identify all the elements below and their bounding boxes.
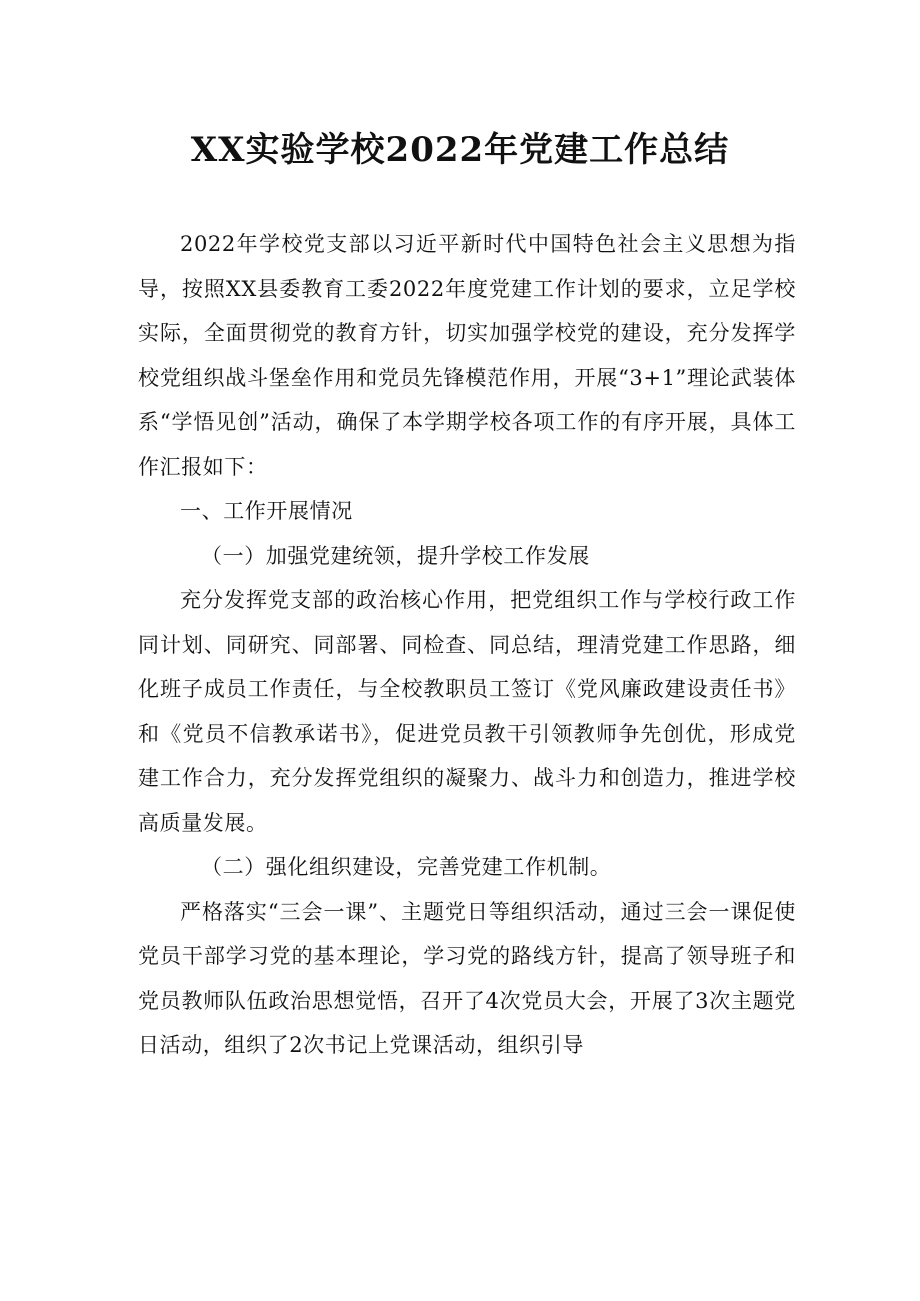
- subsection-paragraph-1: 充分发挥党支部的政治核心作用，把党组织工作与学校行政工作同计划、同研究、同部署、同检查、同总结，理清党建工作思路，细化班子成员工作责任，与全校教职员工签订《党风廉政建设责任书》和《党员不信教承诺书》，促进党员教干引领教师争先创优，形成党建工作合力，充分发挥党组织的凝聚力、战斗力和创造力，推进学校高质量发展。: [138, 588, 796, 835]
- document-title: XX实验学校2022年党建工作总结: [190, 130, 730, 170]
- document-body: [138, 222, 796, 1068]
- intro-paragraph: 2022年学校党支部以习近平新时代中国特色社会主义思想为指导，按照XX县委教育工委2022年度党建工作计划的要求，立足学校实际，全面贯彻党的教育方针，切实加强学校党的建设，充分发挥学校党组织战斗堡垒作用和党员先锋模范作用，开展“3+1”理论武装体系“学悟见创”活动，确保了本学期学校各项工作的有序开展，具体工作汇报如下：: [138, 232, 796, 479]
- subsection-heading-1: （一）加强党建统领，提升学校工作发展: [201, 543, 590, 568]
- section-heading-1: 一、工作开展情况: [180, 499, 353, 523]
- subsection-heading-2: （二）强化组织建设，完善党建工作机制。: [201, 855, 612, 879]
- subsection-paragraph-2: 严格落实“三会一课”、主题党日等组织活动，通过三会一课促使党员干部学习党的基本理论，学习党的路线方针，提高了领导班子和党员教师队伍政治思想觉悟，召开了4次党员大会，开展了3次主题党日活动，组织了2次书记上党课活动，组织引导: [138, 899, 796, 1057]
